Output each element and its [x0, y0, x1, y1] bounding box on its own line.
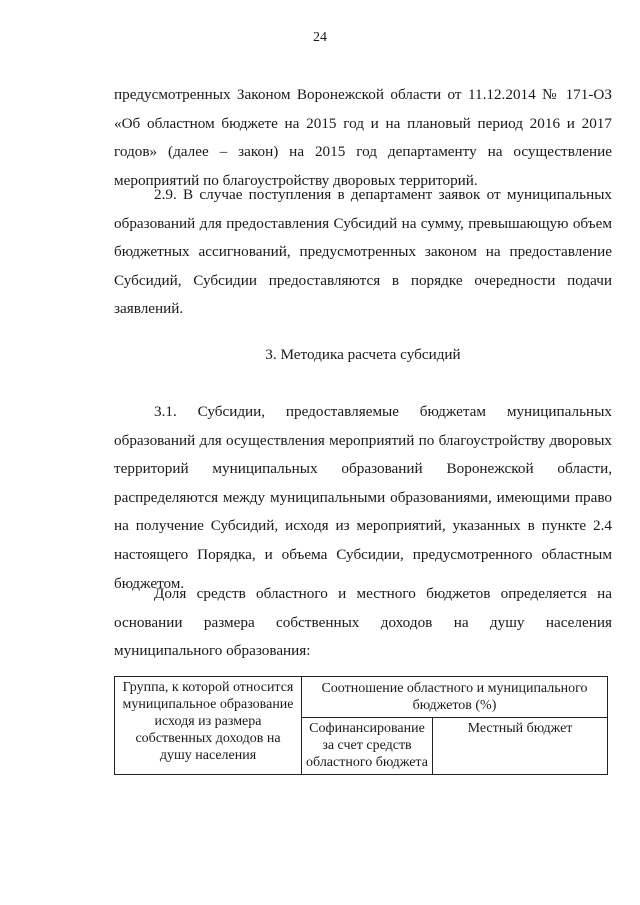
- header-group-cell: Группа, к которой относится муниципальное образование исходя из размера собственных доходов на душу населения: [115, 677, 302, 775]
- subheader-regional-cell: Софинансирование за счет средств областного бюджета: [302, 718, 433, 775]
- page-number: 24: [313, 30, 327, 45]
- paragraph-3-1: 3.1. Субсидии, предоставляемые бюджетам муниципальных образований для осуществления мероприятий по благоустройству дворовых территорий муниципальных образований Воронежской области, распределяются между муниципальными образованиями, имеющими право на получение Субсидий, исходя из мероприятий, указанных в пункте 2.4 настоящего Порядка, и объема Субсидии, предусмотренного областным бюджетом.: [114, 403, 612, 592]
- table-header-row: [115, 677, 608, 718]
- subheader-local-cell: Местный бюджет: [433, 718, 608, 775]
- header-ratio-cell: Соотношение областного и муниципального бюджетов (%): [302, 677, 608, 718]
- paragraph-share-definition: Доля средств областного и местного бюджетов определяется на основании размера собственных доходов на душу населения муниципального образования:: [114, 585, 612, 660]
- paragraph-2-9: 2.9. В случае поступления в департамент заявок от муниципальных образований для предоставления Субсидий на сумму, превышающую объем бюджетных ассигнований, предусмотренных законом на предоставление Субсидий, Субсидии предоставляются в порядке очередности подачи заявлений.: [114, 186, 612, 318]
- table: [114, 676, 608, 775]
- section-heading: 3. Методика расчета субсидий: [265, 346, 461, 363]
- cofinancing-table: [114, 676, 608, 775]
- paragraph-continuation: предусмотренных Законом Воронежской области от 11.12.2014 № 171-ОЗ «Об областном бюджете на 2015 год и на плановый период 2016 и 2017 годов» (далее – закон) на 2015 год департаменту на осуществление мероприятий по благоустройству дворовых территорий.: [114, 86, 612, 189]
